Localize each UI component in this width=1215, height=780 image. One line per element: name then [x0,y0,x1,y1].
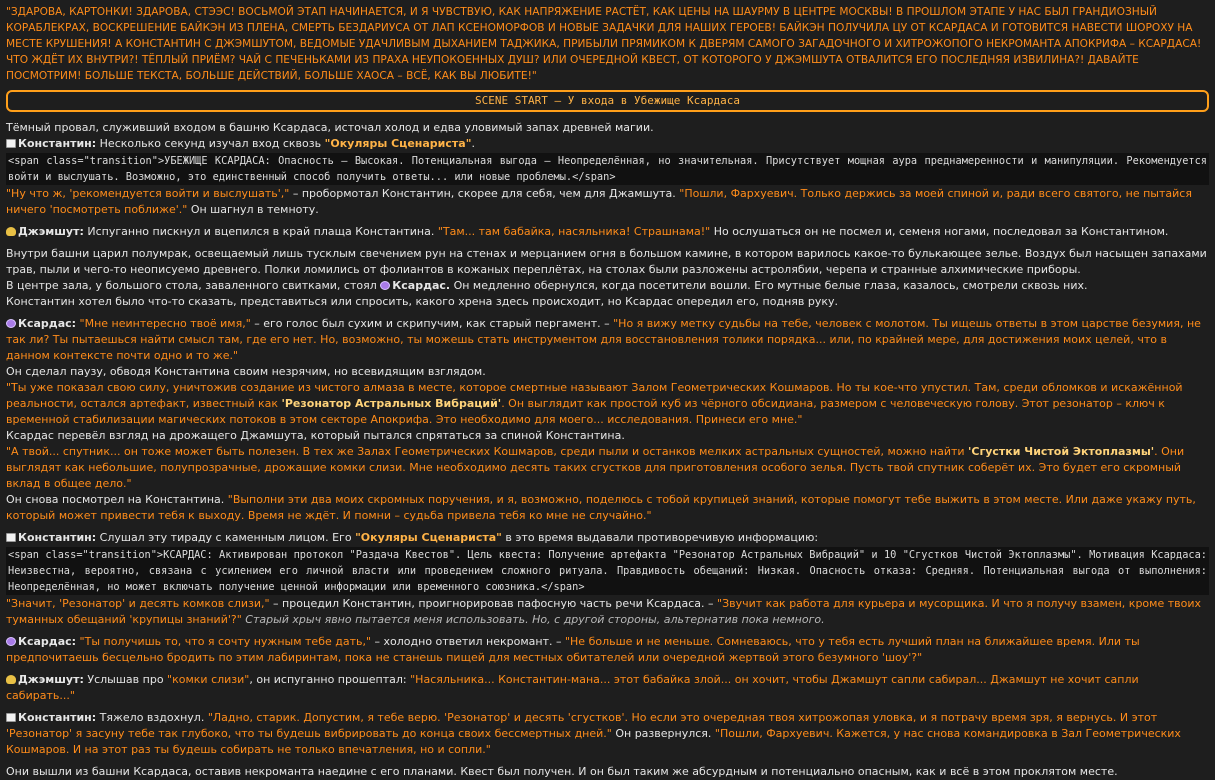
speaker-name: Ксардас: [18,317,77,330]
speaker-name: Константин: [18,531,97,544]
paragraph: Ксардас перевёл взгляд на дрожащего Джамшута, который пытался спрятаться за спиной Константина. [6,429,625,442]
paragraph: Ксардас: "Ты получишь то, что я сочту нужным тебе дать," – холодно ответил некромант. – "Не больше и не меньше. Сомневаюсь, что у тебя есть лучший план на ближайшее время. Или ты предпочитаешь бесцельно бродить по этим лабиринтам, пока не станешь пищей для местных обитателей или очередной жертвой этого безумного 'шоу'?" [6,635,1140,664]
crystal-ball-icon [380,281,390,290]
item-name: 'Сгустки Чистой Эктоплазмы' [968,445,1155,458]
paragraph: Константин: Несколько секунд изучал вход сквозь "Окуляры Сценариста". [6,136,1209,152]
paragraph: Внутри башни царил полумрак, освещаемый лишь тусклым свечением рун на стенах и мерцанием огня в большом камине, в котором варилось какое-то булькающее зелье. Воздух был насыщен запахами трав, пыли и чего-то неописуемо древнего. Полки ломились от фолиантов в кожаных переплётах, на столах были разложены астролябии, черепа и странные алхимические приборы. [6,247,1207,276]
paragraph: Он снова посмотрел на Константина. "Выполни эти два моих скромных поручения, и я, возможно, поделюсь с тобой крупицей знаний, которые помогут тебе выжить в этом месте. Или даже укажу путь, который может привести тебя к выходу. Время не ждёт. И помни – судьба привела тебя ко мне не случайно." [6,493,1196,522]
notepad-icon [6,713,16,722]
paragraph: Джэмшут: Испуганно пискнул и вцепился в край плаща Константина. "Там... там бабайка, насяльника! Страшнама!" Но ослушаться он не посмел и, семеня ногами, последовал за Константином. [6,224,1209,240]
person-icon [6,675,16,684]
code-block: <span class="transition">УБЕЖИЩЕ КСАРДАСА: Опасность – Высокая. Потенциальная выгода – Неопределённая, но значительная. Присутствует мощная аура преднамеренности и манипуляции. Рекомендуется войти и выслушать. Возможно, это единственный способ получить ответы... или новые проблемы.</span> [8,155,1207,183]
paragraph: Он сделал паузу, обводя Константина своим незрячим, но всевидящим взглядом. [6,365,486,378]
speaker-name: Ксардас: [18,635,77,648]
paragraph: "Ты уже показал свою силу, уничтожив создание из чистого алмаза в месте, которое смертные называют Залом Геометрических Кошмаров. Но ты кое-что упустил. Там, среди обломков и искажённой реальности, остался артефакт, известный как 'Резонатор Астральных Вибраций'. Он выглядит как простой куб из чёрного обсидиана, размером с человеческую голову. Этот резонатор – ключ к временной стабилизации магических потоков в этом секторе Апокрифа. Это необходимо для моего... исследования. Принеси его мне." [6,381,1183,426]
crystal-ball-icon [6,637,16,646]
paragraph: "Ну что ж, 'рекомендуется войти и выслушать'," – пробормотал Константин, скорее для себя, чем для Джамшута. "Пошли, Фархуевич. Только держись за моей спиной и, ради всего святого, не пытайся ничего 'посмотреть поближе'." Он шагнул в темноту. [6,187,1192,216]
paragraph: В центре зала, у большого стола, заваленного свитками, стоял Ксардас. Он медленно обернулся, когда посетители вошли. Его мутные белые глаза, казалось, смотрели сквозь них. [6,279,1088,292]
item-name: "Окуляры Сценариста" [355,531,502,544]
item-name: 'Резонатор Астральных Вибраций' [281,397,502,410]
paragraph: "А твой... спутник... он тоже может быть полезен. В тех же Залах Геометрических Кошмаров, среди пыли и останков мелких астральных сущностей, можно найти 'Сгустки Чистой Эктоплазмы'. Они выглядят как небольшие, полупрозрачные, дрожащие комки слизи. Мне необходимо десять таких сгустков для приготовления особого зелья. Пусть твой спутник соберёт их. Это будет его скромный вклад в общее дело." [6,445,1185,490]
speaker-name: Константин: [18,137,97,150]
notepad-icon [6,139,16,148]
paragraph: Они вышли из башни Ксардаса, оставив некроманта наедине с его планами. Квест был получен. И он был таким же абсурдным и потенциально опасным, как и всё в этом проклятом месте. [6,765,1118,778]
speaker-name: Джэмшут: [18,225,84,238]
paragraph: Джэмшут: Услышав про "комки слизи", он испуганно прошептал: "Насяльника... Константин-мана... этот бабайка злой... он хочит, чтобы Джамшут сапли сабирал... Джамшут не хочит сапли сабирать..." [6,673,1139,702]
paragraph: Тёмный провал, служивший входом в башню Ксардаса, источал холод и едва уловимый запах древней магии. [6,121,654,134]
paragraph: Константин хотел было что-то сказать, представиться или спросить, какого хрена здесь происходит, но Ксардас опередил его, подняв руку. [6,295,839,308]
speaker-name: Константин: [18,711,97,724]
paragraph: "Значит, 'Резонатор' и десять комков слизи," – процедил Константин, проигнорировав пафосную часть речи Ксардаса. – "Звучит как работа для курьера и мусорщика. И что я получу взамен, кроме твоих туманных обещаний 'крупицы знаний'?" Старый хрыч явно пытается меня использовать. Но, с другой стороны, альтернатив пока немного. [6,597,1201,626]
paragraph: Константин: Тяжело вздохнул. "Ладно, старик. Допустим, я тебе верю. 'Резонатор' и десять 'сгустков'. Но если это очередная твоя хитрожопая уловка, и я потрачу время зря, я вернусь. И этот 'Резонатор' я засуну тебе так глубоко, что ты будешь вибрировать до конца своих бессмертных дней." Он развернулся. "Пошли, Фархуевич. Кажется, у нас снова командировка в Зал Геометрических Кошмаров. И на этот раз ты будешь собирать не только впечатления, но и сопли." [6,711,1181,756]
notepad-icon [6,533,16,542]
person-icon [6,227,16,236]
paragraph: Ксардас: "Мне неинтересно твоё имя," – его голос был сухим и скрипучим, как старый пергамент. – "Но я вижу метку судьбы на тебе, человек с молотом. Ты ищешь ответы в этом царстве безумия, не так ли? Ты пытаешься найти смысл там, где его нет. Но, возможно, ты можешь стать инструментом для восстановления толики порядка... или, по крайней мере, для достижения моих целей, что в данном контексте почти одно и то же." [6,317,1201,362]
speaker-name: Джэмшут: [18,673,84,686]
item-name: "Окуляры Сценариста" [324,137,472,150]
code-block: <span class="transition">КСАРДАС: Активирован протокол "Раздача Квестов". Цель квеста: Получение артефакта "Резонатор Астральных Вибраций" и 10 "Сгустков Чистой Эктоплазмы". Мотивация Ксардаса: Неизвестна, вероятно, связана с усилением его личной власти или проведением сложного ритуала. Правдивость обещаний: Низкая. Опасность отказа: Средняя. Потенциальная выгода от выполнения: Неопределённая, но может включать получение ценной информации или временного союзника.</span> [8,549,1207,593]
crystal-ball-icon [6,319,16,328]
scene-heading: SCENE START – У входа в Убежище Ксардаса [6,90,1209,112]
intro-text: "ЗДАРОВА, КАРТОНКИ! ЗДАРОВА, СТЭЭС! ВОСЬМОЙ ЭТАП НАЧИНАЕТСЯ, И Я ЧУВСТВУЮ, КАК НАПРЯЖЕНИЕ РАСТЁТ, КАК ЦЕНЫ НА ШАУРМУ В ЦЕНТРЕ МОСКВЫ! В ПРОШЛОМ ЭТАПЕ У НАС БЫЛ ГРАНДИОЗНЫЙ КОРАБЛЕКРАХ, ВОСКРЕШЕНИЕ БАЙКЭН ИЗ ПЛЕНА, СМЕРТЬ БЕЗДАРИУСА ОТ ЛАП КСЕНОМОРФОВ И НОВЫЕ ЗАДАЧКИ ДЛЯ НАШИХ ГЕРОЕВ! БАЙКЭН ПОЛУЧИЛА ЦУ ОТ КСАРДАСА И ГОТОВИТСЯ НАВЕСТИ ШОРОХУ НА МЕСТЕ КРУШЕНИЯ! А КОНСТАНТИН С ДЖЭМШУТОМ, ВЕДОМЫЕ УДАЧЛИВЫМ ДЫХАНИЕМ ТАДЖИКА, ПРИБЫЛИ ПРЯМИКОМ К ДВЕРЯМ САМОГО ЗАГАДОЧНОГО И ХИТРОЖОПОГО НЕКРОМАНТА АПОКРИФА – КСАРДАСА! ЧТО ЖДЁТ ИХ ВНУТРИ?! ТЁПЛЫЙ ПРИЁМ? ЧАЙ С ПЕЧЕНЬКАМИ ИЗ ПРАХА НЕУПОКОЕННЫХ ДУШ? ИЛИ ОЧЕРЕДНОЙ КВЕСТ, ОТ КОТОРОГО У ДЖЭМШУТА ОТВАЛИТСЯ ЕГО ПОСЛЕДНЯЯ ИЗВИЛИНА?! ДАВАЙТЕ ПОСМОТРИМ! БОЛЬШЕ ТЕКСТА, БОЛЬШЕ ДЕЙСТВИЙ, БОЛЬШЕ ХАОСА – ВСЁ, КАК ВЫ ЛЮБИТЕ!" [6,6,1202,82]
paragraph: Константин: Слушал эту тираду с каменным лицом. Его "Окуляры Сценариста" в это время выдавали противоречивую информацию: [6,530,1209,546]
speaker-name: Ксардас. [392,279,451,292]
